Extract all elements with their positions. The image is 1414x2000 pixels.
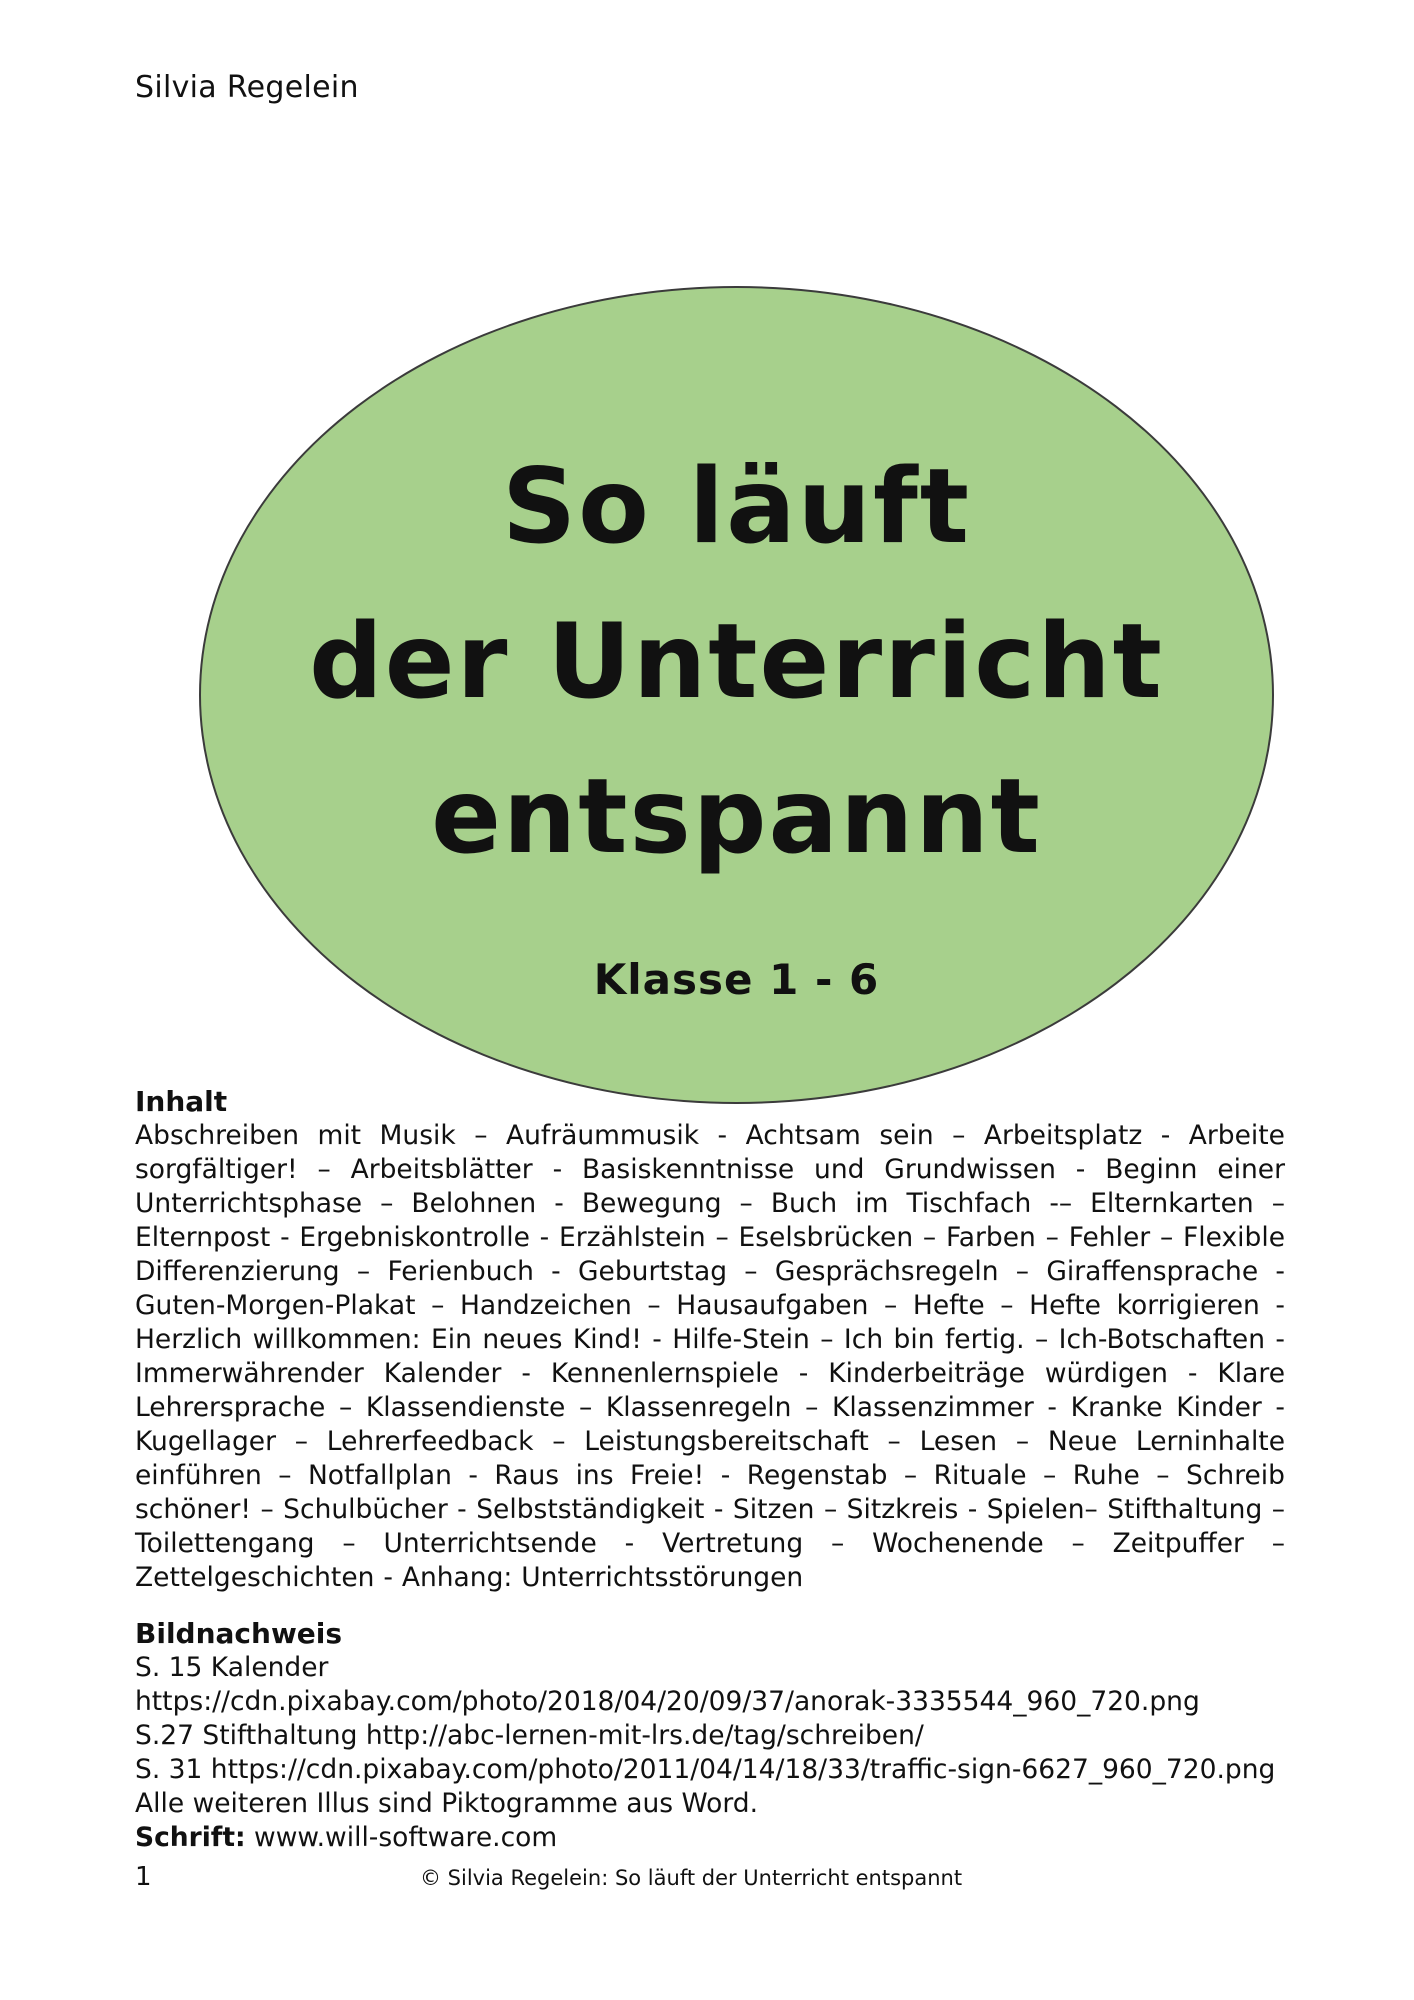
font-credit-link[interactable]: www.will-software.com [245,1822,558,1853]
title-line-3: entspannt [431,757,1042,877]
title-line-2: der Unterricht [309,602,1164,722]
contents-section [135,1085,1285,1855]
credit-line[interactable]: S. 31 https://cdn.pixabay.com/photo/2011/04/14/18/33/traffic-sign-6627_960_720.png [135,1754,1276,1785]
credit-line: S. 15 Kalender [135,1652,329,1683]
contents-list: Abschreiben mit Musik – Aufräummusik - Achtsam sein – Arbeitsplatz - Arbeite sorgfältiger! – Arbeitsblätter - Basiskenntnisse und Grundwissen - Beginn einer Unterrichtsphase – Belohnen - Bewegung – Buch im Tischfach -– Elternkarten – Elternpost - Ergebniskontrolle - Erzählstein – Eselsbrücken – Farben – Fehler – Flexible Differenzierung – Ferienbuch - Geburtstag – Gesprächsregeln – Giraffensprache - Guten-Morgen-Plakat – Handzeichen – Hausaufgaben – Hefte – Hefte korrigieren - Herzlich willkommen: Ein neues Kind! - Hilfe-Stein – Ich bin fertig. – Ich-Botschaften - Immerwährender Kalender - Kennenlernspiele - Kinderbeiträge würdigen - Klare Lehrersprache – Klassendienste – Klassenregeln – Klassenzimmer - Kranke Kinder - Kugellager – Lehrerfeedback – Leistungsbereitschaft – Lesen – Neue Lerninhalte einführen – Notfallplan - Raus ins Freie! - Regenstab – Rituale – Ruhe – Schreib schöner! – Schulbücher - Selbstständigkeit - Sitzen – Sitzkreis - Spielen– Stifthaltung – Toilettengang – Unterrichtsende - Vertretung – Wochenende – Zeitpuffer – Zettelgeschichten - Anhang: Unterrichtsstörungen [135,1120,1285,1593]
copyright-notice: © Silvia Regelein: So läuft der Unterricht entspannt [420,1866,963,1890]
contents-heading: Inhalt [135,1085,228,1118]
author-name: Silvia Regelein [135,70,359,105]
image-credits [135,1617,1285,1855]
font-credit-label: Schrift: [135,1822,246,1853]
title-line-1: So läuft [502,447,971,567]
page-number: 1 [135,1862,152,1892]
credits-heading: Bildnachweis [135,1617,343,1650]
credit-line[interactable]: S.27 Stifthaltung http://abc-lernen-mit-lrs.de/tag/schreiben/ [135,1720,924,1751]
grade-range: Klasse 1 - 6 [593,955,880,1004]
book-title [199,430,1274,895]
credit-link[interactable]: https://cdn.pixabay.com/photo/2018/04/20/09/37/anorak-3335544_960_720.png [135,1686,1200,1717]
credit-line: Alle weiteren Illus sind Piktogramme aus Word. [135,1788,759,1819]
font-credit [135,1821,1285,1855]
